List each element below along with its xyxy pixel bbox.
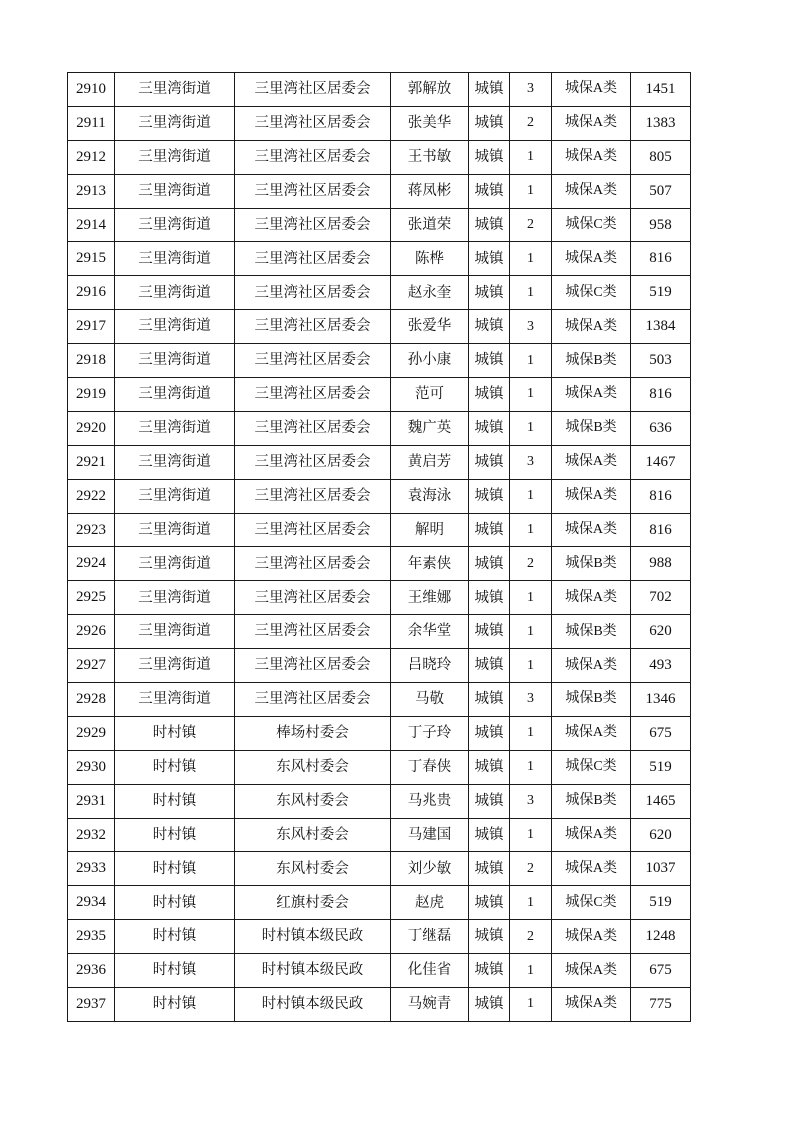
table-row — [68, 310, 691, 344]
cell-household-size: 1 — [510, 581, 552, 615]
cell-benefit-category: 城保B类 — [552, 784, 631, 818]
cell-amount: 675 — [631, 954, 691, 988]
cell-name: 袁海泳 — [391, 479, 469, 513]
cell-household-type: 城镇 — [469, 920, 510, 954]
cell-subdistrict: 三里湾街道 — [115, 73, 235, 107]
cell-household-type: 城镇 — [469, 615, 510, 649]
cell-household-type: 城镇 — [469, 378, 510, 412]
cell-benefit-category: 城保A类 — [552, 310, 631, 344]
cell-household-size: 2 — [510, 106, 552, 140]
cell-household-type: 城镇 — [469, 513, 510, 547]
cell-amount: 620 — [631, 615, 691, 649]
cell-row-number: 2924 — [68, 547, 115, 581]
cell-community: 三里湾社区居委会 — [235, 276, 391, 310]
cell-household-type: 城镇 — [469, 310, 510, 344]
cell-benefit-category: 城保A类 — [552, 445, 631, 479]
table-row — [68, 750, 691, 784]
cell-household-size: 2 — [510, 547, 552, 581]
cell-household-type: 城镇 — [469, 208, 510, 242]
table-row — [68, 344, 691, 378]
cell-row-number: 2910 — [68, 73, 115, 107]
cell-household-size: 1 — [510, 140, 552, 174]
cell-benefit-category: 城保A类 — [552, 649, 631, 683]
cell-household-size: 1 — [510, 513, 552, 547]
cell-community: 三里湾社区居委会 — [235, 242, 391, 276]
cell-row-number: 2933 — [68, 852, 115, 886]
table-row — [68, 954, 691, 988]
cell-amount: 493 — [631, 649, 691, 683]
cell-row-number: 2911 — [68, 106, 115, 140]
cell-row-number: 2921 — [68, 445, 115, 479]
cell-name: 黄启芳 — [391, 445, 469, 479]
cell-row-number: 2914 — [68, 208, 115, 242]
table-row — [68, 547, 691, 581]
cell-amount: 1384 — [631, 310, 691, 344]
cell-name: 化佳省 — [391, 954, 469, 988]
cell-household-size: 1 — [510, 954, 552, 988]
cell-amount: 503 — [631, 344, 691, 378]
cell-community: 三里湾社区居委会 — [235, 378, 391, 412]
cell-amount: 1467 — [631, 445, 691, 479]
cell-subdistrict: 三里湾街道 — [115, 106, 235, 140]
cell-name: 马建国 — [391, 818, 469, 852]
cell-household-size: 1 — [510, 716, 552, 750]
cell-row-number: 2923 — [68, 513, 115, 547]
cell-subdistrict: 三里湾街道 — [115, 683, 235, 717]
cell-name: 吕晓玲 — [391, 649, 469, 683]
cell-subdistrict: 时村镇 — [115, 852, 235, 886]
cell-household-size: 1 — [510, 174, 552, 208]
cell-household-type: 城镇 — [469, 852, 510, 886]
cell-community: 三里湾社区居委会 — [235, 445, 391, 479]
table-row — [68, 716, 691, 750]
cell-household-type: 城镇 — [469, 140, 510, 174]
cell-row-number: 2928 — [68, 683, 115, 717]
cell-household-size: 3 — [510, 73, 552, 107]
cell-row-number: 2932 — [68, 818, 115, 852]
cell-community: 三里湾社区居委会 — [235, 411, 391, 445]
cell-community: 三里湾社区居委会 — [235, 649, 391, 683]
cell-household-type: 城镇 — [469, 818, 510, 852]
cell-benefit-category: 城保A类 — [552, 581, 631, 615]
table-row — [68, 581, 691, 615]
table-row — [68, 445, 691, 479]
cell-amount: 1248 — [631, 920, 691, 954]
cell-household-size: 2 — [510, 852, 552, 886]
table-row — [68, 649, 691, 683]
cell-household-type: 城镇 — [469, 106, 510, 140]
cell-household-type: 城镇 — [469, 411, 510, 445]
cell-row-number: 2931 — [68, 784, 115, 818]
cell-community: 东风村委会 — [235, 750, 391, 784]
cell-amount: 636 — [631, 411, 691, 445]
cell-community: 时村镇本级民政 — [235, 954, 391, 988]
cell-community: 三里湾社区居委会 — [235, 615, 391, 649]
cell-benefit-category: 城保A类 — [552, 954, 631, 988]
cell-name: 解明 — [391, 513, 469, 547]
cell-row-number: 2922 — [68, 479, 115, 513]
cell-amount: 1037 — [631, 852, 691, 886]
cell-amount: 805 — [631, 140, 691, 174]
cell-household-type: 城镇 — [469, 716, 510, 750]
cell-amount: 816 — [631, 242, 691, 276]
cell-benefit-category: 城保A类 — [552, 106, 631, 140]
cell-household-type: 城镇 — [469, 174, 510, 208]
cell-subdistrict: 时村镇 — [115, 886, 235, 920]
cell-amount: 816 — [631, 513, 691, 547]
cell-amount: 988 — [631, 547, 691, 581]
cell-community: 三里湾社区居委会 — [235, 344, 391, 378]
cell-community: 三里湾社区居委会 — [235, 479, 391, 513]
cell-benefit-category: 城保A类 — [552, 988, 631, 1022]
cell-amount: 519 — [631, 886, 691, 920]
cell-household-type: 城镇 — [469, 73, 510, 107]
cell-household-size: 1 — [510, 649, 552, 683]
cell-row-number: 2934 — [68, 886, 115, 920]
cell-row-number: 2925 — [68, 581, 115, 615]
cell-name: 王维娜 — [391, 581, 469, 615]
cell-household-size: 1 — [510, 276, 552, 310]
cell-subdistrict: 三里湾街道 — [115, 581, 235, 615]
cell-row-number: 2927 — [68, 649, 115, 683]
cell-name: 马婉青 — [391, 988, 469, 1022]
table-row — [68, 378, 691, 412]
cell-benefit-category: 城保B类 — [552, 547, 631, 581]
cell-subdistrict: 三里湾街道 — [115, 615, 235, 649]
cell-household-size: 3 — [510, 784, 552, 818]
cell-household-type: 城镇 — [469, 344, 510, 378]
cell-household-size: 3 — [510, 445, 552, 479]
cell-household-size: 1 — [510, 750, 552, 784]
cell-community: 时村镇本级民政 — [235, 988, 391, 1022]
cell-amount: 1383 — [631, 106, 691, 140]
cell-row-number: 2917 — [68, 310, 115, 344]
cell-community: 三里湾社区居委会 — [235, 683, 391, 717]
cell-name: 丁继磊 — [391, 920, 469, 954]
cell-community: 三里湾社区居委会 — [235, 174, 391, 208]
cell-household-type: 城镇 — [469, 581, 510, 615]
cell-name: 孙小康 — [391, 344, 469, 378]
cell-household-size: 1 — [510, 818, 552, 852]
cell-household-size: 1 — [510, 411, 552, 445]
cell-subdistrict: 三里湾街道 — [115, 242, 235, 276]
cell-row-number: 2929 — [68, 716, 115, 750]
cell-benefit-category: 城保A类 — [552, 716, 631, 750]
cell-row-number: 2912 — [68, 140, 115, 174]
cell-subdistrict: 三里湾街道 — [115, 513, 235, 547]
cell-name: 赵永奎 — [391, 276, 469, 310]
cell-name: 蒋凤彬 — [391, 174, 469, 208]
cell-benefit-category: 城保A类 — [552, 174, 631, 208]
cell-name: 范可 — [391, 378, 469, 412]
cell-name: 张爱华 — [391, 310, 469, 344]
cell-community: 三里湾社区居委会 — [235, 73, 391, 107]
table-row — [68, 411, 691, 445]
cell-benefit-category: 城保B类 — [552, 683, 631, 717]
cell-community: 三里湾社区居委会 — [235, 581, 391, 615]
cell-subdistrict: 三里湾街道 — [115, 208, 235, 242]
cell-household-type: 城镇 — [469, 276, 510, 310]
cell-amount: 507 — [631, 174, 691, 208]
cell-community: 三里湾社区居委会 — [235, 547, 391, 581]
relief-roster-table — [67, 72, 691, 1022]
cell-benefit-category: 城保C类 — [552, 208, 631, 242]
cell-household-type: 城镇 — [469, 954, 510, 988]
cell-amount: 1465 — [631, 784, 691, 818]
cell-household-type: 城镇 — [469, 784, 510, 818]
cell-community: 东风村委会 — [235, 784, 391, 818]
cell-row-number: 2920 — [68, 411, 115, 445]
cell-household-size: 2 — [510, 208, 552, 242]
table-row — [68, 615, 691, 649]
cell-household-size: 3 — [510, 310, 552, 344]
cell-benefit-category: 城保A类 — [552, 513, 631, 547]
cell-subdistrict: 时村镇 — [115, 716, 235, 750]
cell-community: 三里湾社区居委会 — [235, 106, 391, 140]
cell-community: 三里湾社区居委会 — [235, 310, 391, 344]
cell-row-number: 2919 — [68, 378, 115, 412]
cell-name: 刘少敏 — [391, 852, 469, 886]
cell-row-number: 2916 — [68, 276, 115, 310]
cell-amount: 519 — [631, 276, 691, 310]
cell-row-number: 2935 — [68, 920, 115, 954]
table-row — [68, 276, 691, 310]
table-row — [68, 140, 691, 174]
cell-name: 丁子玲 — [391, 716, 469, 750]
table-row — [68, 479, 691, 513]
cell-household-size: 1 — [510, 615, 552, 649]
cell-amount: 816 — [631, 479, 691, 513]
cell-name: 郭解放 — [391, 73, 469, 107]
cell-benefit-category: 城保C类 — [552, 276, 631, 310]
cell-row-number: 2918 — [68, 344, 115, 378]
cell-household-type: 城镇 — [469, 445, 510, 479]
cell-subdistrict: 时村镇 — [115, 954, 235, 988]
cell-benefit-category: 城保A类 — [552, 242, 631, 276]
table-row — [68, 73, 691, 107]
table-row — [68, 818, 691, 852]
table-row — [68, 886, 691, 920]
cell-name: 年素侠 — [391, 547, 469, 581]
cell-row-number: 2930 — [68, 750, 115, 784]
cell-community: 东风村委会 — [235, 818, 391, 852]
cell-benefit-category: 城保A类 — [552, 73, 631, 107]
cell-amount: 519 — [631, 750, 691, 784]
cell-row-number: 2926 — [68, 615, 115, 649]
cell-name: 魏广英 — [391, 411, 469, 445]
cell-household-size: 1 — [510, 479, 552, 513]
table-row — [68, 784, 691, 818]
cell-name: 张美华 — [391, 106, 469, 140]
cell-subdistrict: 三里湾街道 — [115, 547, 235, 581]
cell-amount: 958 — [631, 208, 691, 242]
cell-row-number: 2915 — [68, 242, 115, 276]
cell-amount: 702 — [631, 581, 691, 615]
table-row — [68, 852, 691, 886]
cell-benefit-category: 城保A类 — [552, 818, 631, 852]
cell-household-type: 城镇 — [469, 886, 510, 920]
cell-subdistrict: 三里湾街道 — [115, 310, 235, 344]
cell-household-type: 城镇 — [469, 242, 510, 276]
cell-amount: 1346 — [631, 683, 691, 717]
cell-subdistrict: 三里湾街道 — [115, 411, 235, 445]
cell-amount: 1451 — [631, 73, 691, 107]
cell-benefit-category: 城保A类 — [552, 140, 631, 174]
cell-subdistrict: 三里湾街道 — [115, 140, 235, 174]
cell-household-size: 1 — [510, 242, 552, 276]
cell-household-size: 1 — [510, 886, 552, 920]
cell-benefit-category: 城保B类 — [552, 411, 631, 445]
cell-community: 三里湾社区居委会 — [235, 140, 391, 174]
cell-name: 陈桦 — [391, 242, 469, 276]
table-row — [68, 106, 691, 140]
table-row — [68, 513, 691, 547]
cell-household-type: 城镇 — [469, 750, 510, 784]
table-row — [68, 242, 691, 276]
table-row — [68, 174, 691, 208]
cell-amount: 775 — [631, 988, 691, 1022]
cell-benefit-category: 城保C类 — [552, 886, 631, 920]
cell-benefit-category: 城保B类 — [552, 615, 631, 649]
cell-subdistrict: 三里湾街道 — [115, 378, 235, 412]
table-row — [68, 208, 691, 242]
cell-amount: 675 — [631, 716, 691, 750]
cell-household-size: 2 — [510, 920, 552, 954]
cell-subdistrict: 三里湾街道 — [115, 276, 235, 310]
cell-household-type: 城镇 — [469, 479, 510, 513]
cell-amount: 816 — [631, 378, 691, 412]
cell-subdistrict: 三里湾街道 — [115, 174, 235, 208]
cell-subdistrict: 三里湾街道 — [115, 344, 235, 378]
cell-name: 余华堂 — [391, 615, 469, 649]
cell-benefit-category: 城保A类 — [552, 920, 631, 954]
cell-benefit-category: 城保A类 — [552, 378, 631, 412]
cell-benefit-category: 城保C类 — [552, 750, 631, 784]
cell-name: 王书敏 — [391, 140, 469, 174]
cell-community: 棒场村委会 — [235, 716, 391, 750]
cell-community: 三里湾社区居委会 — [235, 208, 391, 242]
cell-name: 丁春侠 — [391, 750, 469, 784]
cell-row-number: 2913 — [68, 174, 115, 208]
cell-subdistrict: 时村镇 — [115, 988, 235, 1022]
cell-household-type: 城镇 — [469, 649, 510, 683]
cell-benefit-category: 城保A类 — [552, 479, 631, 513]
cell-household-size: 3 — [510, 683, 552, 717]
cell-household-size: 1 — [510, 988, 552, 1022]
table-body — [68, 73, 691, 1022]
cell-subdistrict: 三里湾街道 — [115, 445, 235, 479]
cell-subdistrict: 时村镇 — [115, 750, 235, 784]
cell-name: 张道荣 — [391, 208, 469, 242]
cell-household-size: 1 — [510, 378, 552, 412]
cell-household-type: 城镇 — [469, 988, 510, 1022]
cell-subdistrict: 时村镇 — [115, 784, 235, 818]
cell-subdistrict: 时村镇 — [115, 818, 235, 852]
cell-household-size: 1 — [510, 344, 552, 378]
cell-subdistrict: 三里湾街道 — [115, 479, 235, 513]
cell-household-type: 城镇 — [469, 683, 510, 717]
cell-community: 东风村委会 — [235, 852, 391, 886]
table-row — [68, 683, 691, 717]
cell-name: 赵虎 — [391, 886, 469, 920]
cell-benefit-category: 城保B类 — [552, 344, 631, 378]
cell-name: 马敬 — [391, 683, 469, 717]
cell-row-number: 2936 — [68, 954, 115, 988]
cell-community: 红旗村委会 — [235, 886, 391, 920]
table-row — [68, 988, 691, 1022]
cell-name: 马兆贵 — [391, 784, 469, 818]
cell-subdistrict: 三里湾街道 — [115, 649, 235, 683]
cell-amount: 620 — [631, 818, 691, 852]
cell-row-number: 2937 — [68, 988, 115, 1022]
cell-benefit-category: 城保A类 — [552, 852, 631, 886]
cell-household-type: 城镇 — [469, 547, 510, 581]
cell-subdistrict: 时村镇 — [115, 920, 235, 954]
cell-community: 三里湾社区居委会 — [235, 513, 391, 547]
cell-community: 时村镇本级民政 — [235, 920, 391, 954]
table-row — [68, 920, 691, 954]
